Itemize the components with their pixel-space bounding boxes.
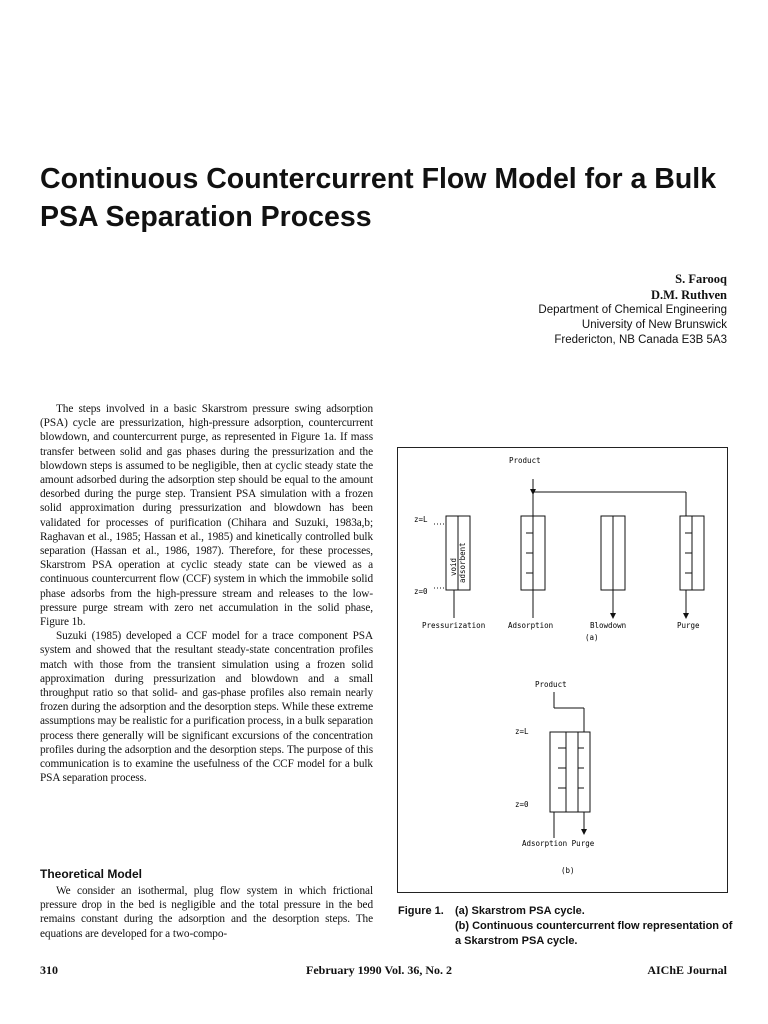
caption-line-2: (b) Continuous countercurrent flow representation of a Skarstrom PSA cycle.: [455, 920, 733, 947]
affiliation-line-3: Fredericton, NB Canada E3B 5A3: [554, 334, 727, 346]
panel-label-a: (a): [585, 633, 599, 642]
affiliation-line-1: Department of Chemical Engineering: [538, 304, 727, 316]
z-0-label-b: z=0: [515, 800, 529, 809]
body-column: [40, 402, 373, 785]
adsorbent-label: adsorbent: [458, 542, 467, 583]
void-label: void: [449, 557, 458, 576]
author-2: D.M. Ruthven: [650, 288, 727, 302]
author-block: [538, 271, 727, 348]
page-number: 310: [40, 963, 58, 977]
author-1: S. Farooq: [675, 272, 727, 286]
step-purge: Purge: [677, 621, 700, 630]
issue-info: February 1990 Vol. 36, No. 2: [306, 963, 453, 977]
journal-name: AIChE Journal: [647, 963, 727, 977]
paragraph-suzuki: Suzuki (1985) developed a CCF model for a trace component PSA system and showed that the resultant steady-state concentration profiles match with those from the transient simulation using a frozen solid approximation during pressurization and blowdown and a small throughput ratio so that solid- and gas-phase profiles also remain nearly frozen during the adsorption and the desorption steps. While these extreme assumptions may be realistic for a purification process, in a bulk separation process there generally will be significant excursions of the concentration profiles during the adsorption and the desorption steps. The purpose of this communication is to examine the usefulness of the CCF model for a bulk PSA separation process.: [40, 630, 373, 785]
paragraph-theory: We consider an isothermal, plug flow system in which frictional pressure drop in the bed is negligible and the total pressure in the bed remains constant during the adsorption and the desorption steps. The equations are developed for a two-compo-: [40, 885, 373, 940]
product-label-a: Product: [509, 456, 541, 465]
affiliation-line-2: University of New Brunswick: [581, 319, 727, 331]
panel-label-b: (b): [561, 866, 575, 875]
step-blowdown: Blowdown: [590, 621, 627, 630]
paragraph-intro: The steps involved in a basic Skarstrom pressure swing adsorption (PSA) cycle are pressurization, high-pressure adsorption, countercurrent blowdown, and countercurrent purge, as represented in Figure 1a. If mass transfer between solid and gas phases during the pressurization and the blowdown steps is assumed to be negligible, then at cyclic steady state the amount adsorbed during the adsorption step should be equal to the amount desorbed during the purge step. Transient PSA simulation with a frozen solid approximation during pressurization and blowdown has been validated for processes of purification (Chihara and Suzuki, 1983a,b; Raghavan et al., 1985; Hassan et al., 1985) and kinetically controlled bulk separation (Hassan et al., 1986, 1987). Therefore, for these processes, Skarstrom PSA operation at cyclic steady state can be viewed as a continuous countercurrent flow (CCF) system in which the immobile solid phase adsorbs from the high-pressure stream and releases to the low-pressure purge stream with zero net accumulation in the solid phase, Figure 1b.: [40, 403, 373, 629]
z-l-label-a: z=L: [414, 515, 428, 524]
figure-1: [397, 447, 728, 893]
body-column-continued: [40, 884, 373, 941]
product-label-b: Product: [535, 680, 567, 689]
caption-line-1: (a) Skarstrom PSA cycle.: [455, 905, 585, 917]
article-title: Continuous Countercurrent Flow Model for a Bulk PSA Separation Process: [40, 163, 717, 233]
figure-1-diagram: [398, 448, 729, 894]
steps-label-b: Adsorption Purge: [522, 839, 595, 848]
figure-caption: [398, 904, 738, 949]
ccf-column: [550, 732, 590, 812]
z-0-label-a: z=0: [414, 587, 428, 596]
step-adsorption: Adsorption: [508, 621, 554, 630]
step-pressurization: Pressurization: [422, 621, 486, 630]
z-l-label-b: z=L: [515, 727, 529, 736]
section-heading: Theoretical Model: [40, 867, 143, 881]
caption-label: Figure 1.: [398, 905, 444, 917]
